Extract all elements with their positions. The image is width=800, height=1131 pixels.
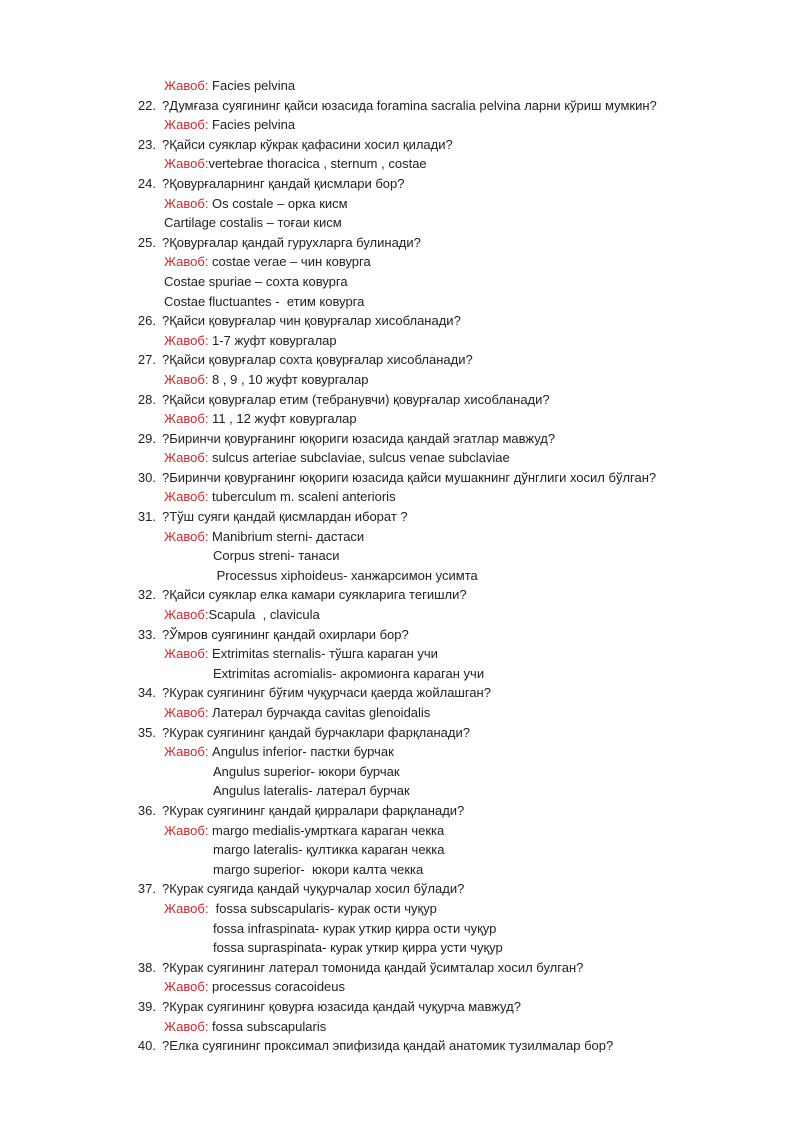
- question-text: ?Қайси қовурғалар етим (тебранувчи) қовурғалар хисобланади?: [162, 391, 550, 407]
- answer-line: [0, 272, 800, 292]
- question-text: ?Курак суягининг латерал томонида қандай ўсимталар хосил булган?: [162, 959, 584, 975]
- answer-content: [213, 566, 478, 586]
- answer-text: Angulus superior- юкори бурчак: [213, 763, 400, 779]
- question-number: 33.: [137, 626, 156, 642]
- answer-content: [213, 919, 496, 939]
- answer-content: [164, 370, 368, 390]
- answer-content: [164, 252, 371, 272]
- answer-text: Angulus lateralis- латерал бурчак: [213, 783, 410, 799]
- answer-line: [0, 154, 800, 174]
- answer-content: [213, 781, 410, 801]
- answer-text: fossa subscapularis- курак ости чуқур: [208, 900, 437, 916]
- question-text: ?Елка суягининг проксимал эпифизида қандай анатомик тузилмалар бор?: [162, 1038, 614, 1054]
- question-number: 34.: [137, 685, 156, 701]
- answer-content: [164, 409, 357, 429]
- answer-text: fossa subscapularis: [208, 1018, 327, 1034]
- answer-text: Facies pelvina: [208, 78, 296, 93]
- answer-line: [0, 292, 800, 312]
- answer-line: [0, 899, 800, 919]
- answer-text: Angulus inferior- пастки бурчак: [208, 744, 394, 760]
- question-line: [0, 683, 800, 703]
- answer-text: margo lateralis- қултикка караган чекка: [213, 842, 445, 858]
- answer-text: Extrimitas sternalis- тўшга караган учи: [208, 646, 438, 662]
- answer-label: Жавоб:: [164, 332, 209, 348]
- question-text: ?Ўмров суягининг қандай охирлари бор?: [162, 626, 409, 642]
- answer-label: Жавоб:: [164, 450, 209, 466]
- question-number: 37.: [137, 881, 156, 897]
- question-text: ?Қайси суяклар кўкрак қафасини хосил қилади?: [162, 136, 453, 152]
- question-line: [0, 1036, 800, 1056]
- answer-text: Processus xiphoideus- ханжарсимон усимта: [213, 567, 478, 583]
- answer-line: [0, 762, 800, 782]
- answer-content: [213, 840, 444, 860]
- answer-content: [164, 527, 364, 547]
- question-text: ?Қайси суяклар елка камари суякларига тегишли?: [162, 587, 467, 603]
- answer-label: Жавоб:: [164, 900, 209, 916]
- answer-text: vertebrae thoracica , sternum , costae: [208, 156, 427, 172]
- question-number: 29.: [137, 430, 156, 446]
- question-number: 36.: [137, 802, 156, 818]
- answer-line: [0, 115, 800, 135]
- question-line: [0, 801, 800, 821]
- answer-label: Жавоб:: [164, 979, 209, 995]
- question-number: 25.: [137, 234, 156, 250]
- question-text: ?Курак суягининг қовурға юзасида қандай чуқурча мавжуд?: [162, 998, 521, 1014]
- question-line: [0, 585, 800, 605]
- answer-text: 11 , 12 жуфт ковургалар: [208, 411, 357, 427]
- answer-label: Жавоб:: [164, 371, 209, 387]
- question-line: [0, 135, 800, 155]
- answer-label: Жавоб:: [164, 78, 209, 93]
- answer-content: [213, 664, 484, 684]
- answer-text: sulcus arteriae subclaviae, sulcus venae subclaviae: [208, 450, 510, 466]
- answer-text: processus coracoideus: [208, 979, 346, 995]
- answer-content: [164, 331, 337, 351]
- answer-text: Corpus streni- танаси: [213, 548, 340, 564]
- answer-content: [164, 292, 364, 312]
- question-line: [0, 958, 800, 978]
- answer-content: [213, 762, 400, 782]
- question-line: [0, 468, 800, 488]
- answer-label: Жавоб:: [164, 195, 209, 211]
- document-page: [0, 76, 800, 1056]
- question-text: ?Курак суягининг қандай бурчаклари фарқланади?: [162, 724, 470, 740]
- answer-text: 1-7 жуфт ковургалар: [208, 332, 337, 348]
- answer-text: margo superior- юкори калта чекка: [213, 861, 424, 877]
- question-text: ?Қайси қовурғалар сохта қовурғалар хисобланади?: [162, 352, 473, 368]
- question-line: [0, 879, 800, 899]
- question-number: 24.: [137, 175, 156, 191]
- answer-label: Жавоб:: [164, 705, 209, 720]
- answer-line: [0, 781, 800, 801]
- answer-text: fossa infraspinata- курак уткир қирра ости чуқур: [213, 920, 497, 936]
- question-line: [0, 429, 800, 449]
- answer-line: [0, 546, 800, 566]
- question-text: ?Думғаза суягининг қайси юзасида foramina sacralia pelvina ларни кўриш мумкин?: [162, 97, 657, 113]
- answer-text: 8 , 9 , 10 жуфт ковургалар: [208, 371, 369, 387]
- question-text: ?Биринчи қовурғанинг юқориги юзасида қайси мушакнинг дўнглиги хосил бўлган?: [162, 469, 657, 485]
- question-number: 32.: [137, 587, 156, 603]
- answer-content: [164, 605, 320, 625]
- question-text: ?Курак суягида қандай чуқурчалар хосил бўлади?: [162, 881, 465, 897]
- answer-content: [213, 546, 339, 566]
- answer-label: Жавоб:: [164, 528, 209, 544]
- answer-line: [0, 448, 800, 468]
- answer-line: [0, 194, 800, 214]
- answer-text: Extrimitas acromialis- акромионга караган учи: [213, 665, 485, 681]
- question-number: 38.: [137, 959, 156, 975]
- question-text: ?Тўш суяги қандай қисмлардан иборат ?: [162, 509, 408, 525]
- question-line: [0, 233, 800, 253]
- answer-line: [0, 821, 800, 841]
- question-number: 23.: [137, 136, 156, 152]
- answer-content: [164, 487, 396, 507]
- answer-text: Scapula , clavicula: [208, 607, 320, 623]
- answer-content: [164, 742, 394, 762]
- answer-content: [164, 821, 444, 841]
- answer-content: [164, 899, 437, 919]
- answer-line: [0, 742, 800, 762]
- answer-line: [0, 664, 800, 684]
- answer-content: [164, 115, 295, 135]
- answer-label: Жавоб:: [164, 254, 209, 270]
- answer-content: [164, 1017, 326, 1037]
- answer-line: [0, 938, 800, 958]
- answer-text: Costae fluctuantes - етим ковурга: [164, 293, 365, 309]
- question-line: [0, 723, 800, 743]
- question-line: [0, 311, 800, 331]
- answer-label: Жавоб:: [164, 607, 209, 623]
- answer-text: Os costale – орка кисм: [208, 195, 348, 211]
- answer-content: [164, 644, 438, 664]
- question-line: [0, 174, 800, 194]
- answer-text: Costae spuriae – сохта ковурга: [164, 273, 348, 289]
- answer-content: [213, 860, 423, 880]
- answer-label: Жавоб:: [164, 411, 209, 427]
- question-line: [0, 390, 800, 410]
- answer-text: fossa supraspinata- курак уткир қирра усти чуқур: [213, 940, 503, 956]
- answer-text: costae verae – чин ковурга: [208, 254, 371, 270]
- question-number: 35.: [137, 724, 156, 740]
- answer-text: Латерал бурчакда cavitas glenoidalis: [208, 705, 431, 720]
- answer-line: [0, 840, 800, 860]
- answer-content: [164, 448, 510, 468]
- question-text: ?Қовурғаларнинг қандай қисмлари бор?: [162, 175, 405, 191]
- question-text: ?Курак суягининг қандай қирралари фарқланади?: [162, 802, 465, 818]
- answer-content: [164, 154, 427, 174]
- answer-line: [0, 703, 800, 723]
- answer-text: tuberculum m. scaleni anterioris: [208, 489, 396, 505]
- question-number: 39.: [137, 998, 156, 1014]
- answer-label: Жавоб:: [164, 822, 209, 838]
- question-text: ?Курак суягининг бўғим чуқурчаси қаерда жойлашган?: [162, 685, 491, 701]
- answer-content: [164, 703, 430, 723]
- question-number: 26.: [137, 313, 156, 329]
- answer-content: [164, 194, 348, 214]
- answer-content: [164, 213, 342, 233]
- answer-line: [0, 644, 800, 664]
- answer-line: [0, 860, 800, 880]
- question-text: ?Қовурғалар қандай гурухларга булинади?: [162, 234, 421, 250]
- answer-line: [0, 1017, 800, 1037]
- question-line: [0, 625, 800, 645]
- answer-label: Жавоб:: [164, 1018, 209, 1034]
- answer-label: Жавоб:: [164, 744, 209, 760]
- question-line: [0, 997, 800, 1017]
- answer-line: [0, 919, 800, 939]
- answer-content: [164, 977, 345, 997]
- answer-label: Жавоб:: [164, 117, 209, 133]
- answer-line: [0, 76, 800, 96]
- question-line: [0, 96, 800, 116]
- question-text: ?Қайси қовурғалар чин қовурғалар хисобланади?: [162, 313, 461, 329]
- answer-text: Facies pelvina: [208, 117, 296, 133]
- answer-line: [0, 527, 800, 547]
- answer-line: [0, 566, 800, 586]
- answer-label: Жавоб:: [164, 156, 209, 172]
- answer-text: margo medialis-умрткага караган чекка: [208, 822, 445, 838]
- answer-line: [0, 252, 800, 272]
- answer-line: [0, 409, 800, 429]
- question-number: 30.: [137, 469, 156, 485]
- question-number: 28.: [137, 391, 156, 407]
- question-line: [0, 507, 800, 527]
- question-number: 22.: [137, 97, 156, 113]
- answer-line: [0, 605, 800, 625]
- answer-line: [0, 370, 800, 390]
- question-line: [0, 350, 800, 370]
- answer-text: Cartilage costalis – тоғаи кисм: [164, 215, 342, 231]
- answer-content: [164, 76, 295, 96]
- answer-label: Жавоб:: [164, 646, 209, 662]
- answer-line: [0, 487, 800, 507]
- answer-label: Жавоб:: [164, 489, 209, 505]
- question-text: ?Биринчи қовурғанинг юқориги юзасида қандай эгатлар мавжуд?: [162, 430, 556, 446]
- answer-content: [213, 938, 503, 958]
- answer-line: [0, 977, 800, 997]
- question-number: 40.: [137, 1038, 156, 1054]
- answer-line: [0, 213, 800, 233]
- answer-line: [0, 331, 800, 351]
- question-number: 31.: [137, 509, 156, 525]
- answer-content: [164, 272, 348, 292]
- question-number: 27.: [137, 352, 156, 368]
- answer-text: Manibrium sterni- дастаси: [208, 528, 365, 544]
